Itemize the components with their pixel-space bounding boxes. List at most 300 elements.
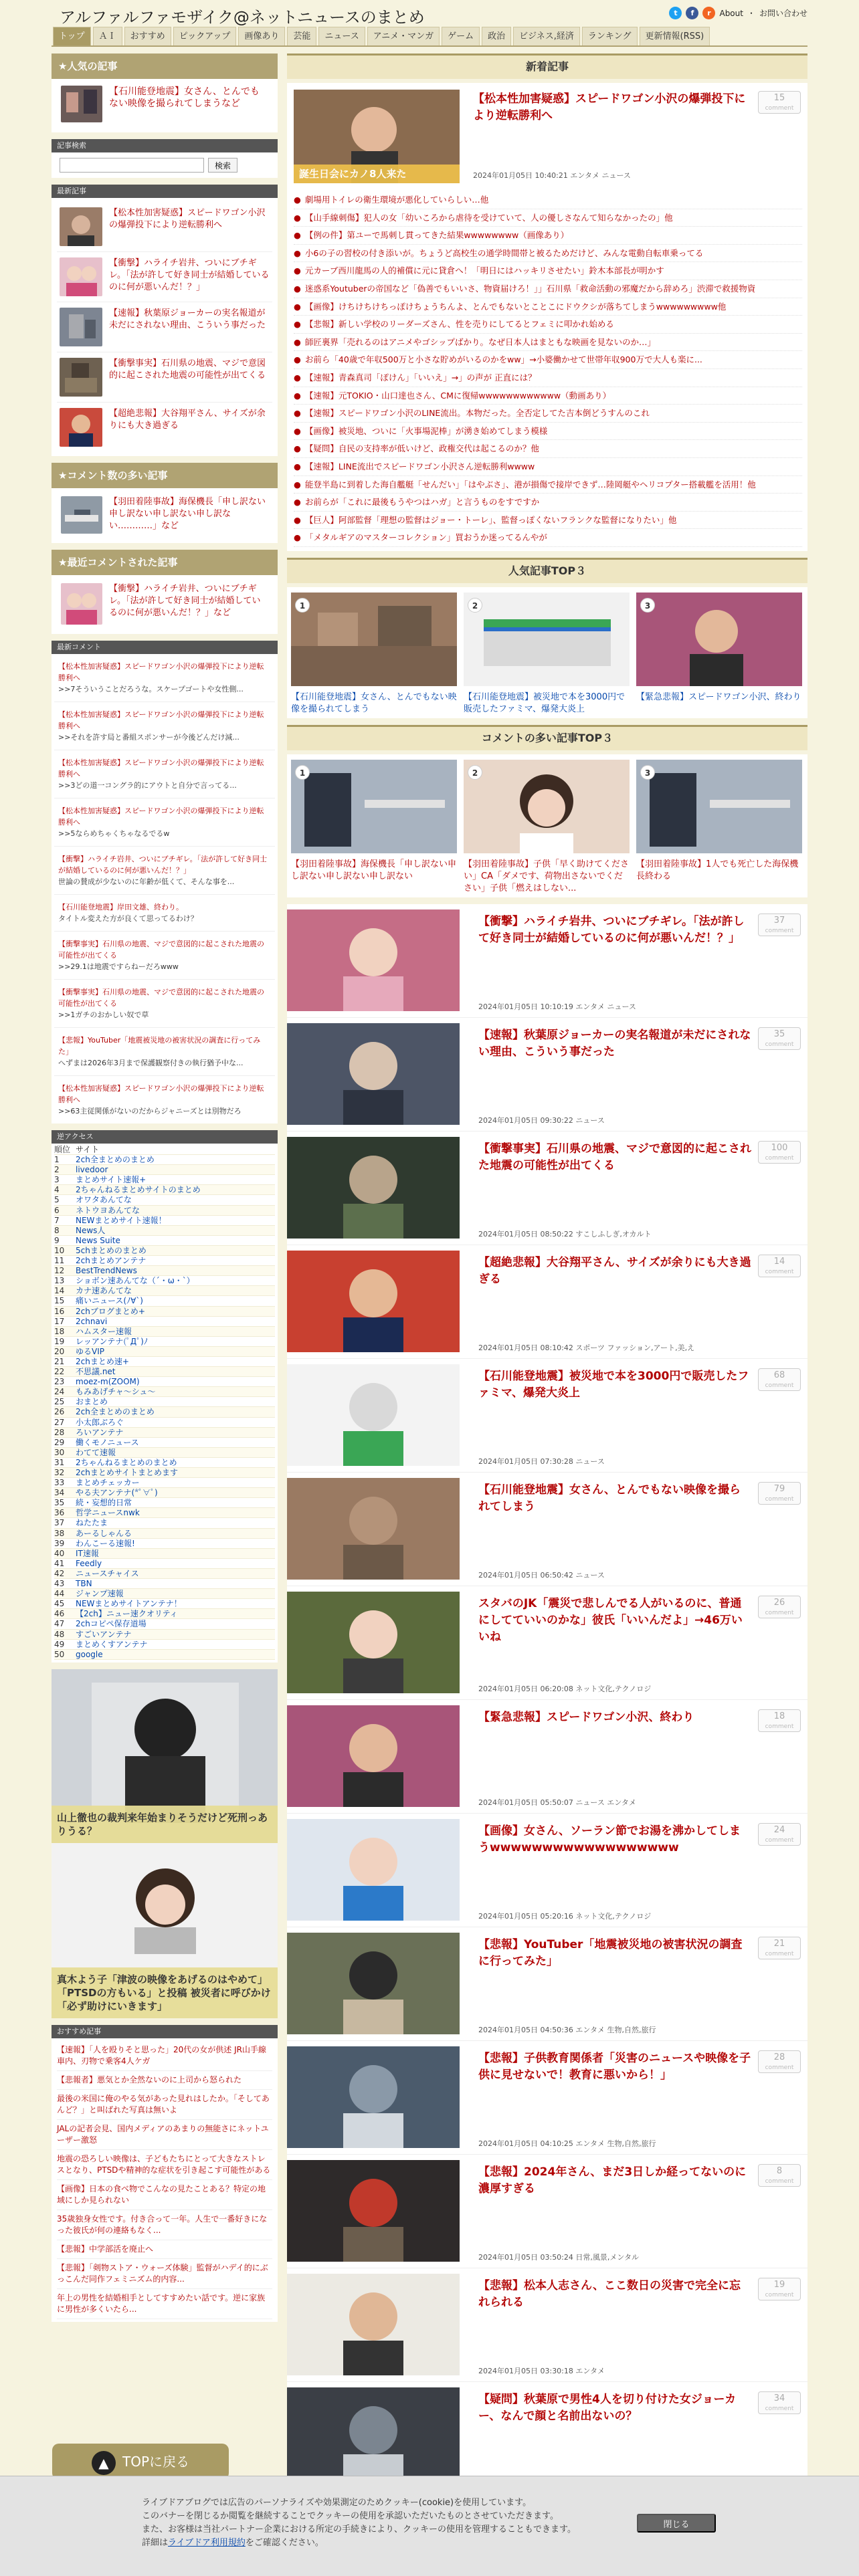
headline-item[interactable] (294, 369, 802, 387)
ranking-site-link[interactable]: やる夫アンテナ(*ﾟ∀ﾟ) (76, 1488, 158, 1498)
ranking-site-link[interactable]: ゆるVIP (76, 1346, 104, 1356)
comment-count-badge[interactable] (758, 2391, 801, 2414)
thumbnail[interactable] (60, 207, 102, 246)
headline-link[interactable]: お前ら「40歳で年収500万と小さな貯めがいるのかをww」→小婆働かせて世帯年収900万で大人も楽に... (304, 354, 702, 365)
article-category[interactable]: エンタメ (575, 2366, 605, 2375)
ranking-site-link[interactable]: 2chnavi (76, 1316, 108, 1326)
most-commented-item[interactable] (52, 488, 278, 543)
recommended-item[interactable]: 35歳独身女性です。付き合って一年。人生で一番好きになった彼氏が何の連絡もなく... (57, 2210, 272, 2240)
ranking-site-link[interactable]: 哲学ニュースnwk (76, 1508, 140, 1518)
nav-tab-ranking[interactable]: ランキング (582, 27, 638, 45)
ranking-site-link[interactable]: Feedly (76, 1558, 102, 1568)
ranking-site-link[interactable]: 小太郎ぶろぐ (76, 1417, 124, 1427)
nav-tab-politics[interactable]: 政治 (482, 27, 511, 45)
latest-item[interactable] (57, 202, 272, 252)
article-item[interactable] (287, 1927, 807, 2041)
ranking-site-link[interactable]: カナ速あんてな (76, 1286, 132, 1296)
recommended-item[interactable]: 最後の米国に俺のやる気があった見れはしたか。「そしてあんど？」と叫ばれた写真は無いよ (57, 2090, 272, 2120)
article-thumbnail[interactable] (287, 2387, 460, 2489)
popular-top3-title[interactable]: 【石川能登地震】女さん、とんでもない映像を撮られてしまう (291, 691, 457, 714)
latest-item[interactable] (57, 403, 272, 452)
popular-item[interactable] (52, 79, 278, 132)
ranking-site-link[interactable]: 2chまとめサイトまとめます (76, 1468, 178, 1477)
latest-item-title[interactable]: 【衝撃】ハライチ岩井、ついにブチギレ。「法が許して好き同士が結婚しているのに何が悪いんだ！？」 (109, 258, 270, 292)
search-button[interactable]: 検索 (208, 158, 237, 173)
ranking-row[interactable] (54, 1377, 275, 1387)
featured-category[interactable]: エンタメ ニュース (570, 171, 631, 180)
ranking-row[interactable] (54, 1286, 275, 1296)
ranking-row[interactable] (54, 1226, 275, 1236)
ranking-row[interactable] (54, 1650, 275, 1660)
headline-item[interactable] (294, 512, 802, 530)
ranking-row[interactable] (54, 1357, 275, 1367)
ranking-row[interactable] (54, 1569, 275, 1579)
comment-article-title[interactable]: 【衝撃事実】石川県の地震、マジで意図的に起こされた地震の可能性が出てくる (58, 940, 264, 960)
ranking-site-link[interactable]: わんこーる速報! (76, 1538, 135, 1548)
article-title[interactable]: 【悲報】松本人志さん、ここ数日の災害で完全に忘れられる (478, 2278, 741, 2309)
ranking-site-link[interactable]: 2chブログまとめ+ (76, 1306, 145, 1316)
comment-item[interactable] (54, 895, 275, 932)
ranking-row[interactable] (54, 1347, 275, 1357)
ranking-site-link[interactable]: ハムスター速報 (76, 1326, 132, 1336)
nav-tab-entertainment[interactable]: 芸能 (287, 27, 316, 45)
ranking-row[interactable] (54, 1397, 275, 1407)
comment-item[interactable] (54, 654, 275, 702)
article-item[interactable] (287, 1814, 807, 1927)
headline-item[interactable] (294, 245, 802, 263)
ranking-row[interactable] (54, 1256, 275, 1266)
ranking-site-link[interactable]: ショボン速あんてな（´・ω・`） (76, 1276, 195, 1286)
headline-item[interactable] (294, 209, 802, 227)
article-thumbnail[interactable] (287, 1137, 460, 1239)
ranking-site-link[interactable]: 2ちゃんねるまとめサイトのまとめ (76, 1185, 201, 1195)
twitter-icon[interactable]: t (669, 7, 682, 19)
nav-tab-recommended[interactable]: おすすめ (124, 27, 171, 45)
comment-item[interactable] (54, 980, 275, 1028)
latest-item-title[interactable]: 【衝撃事実】石川県の地震、マジで意図的に起こされた地震の可能性が出てくる (109, 358, 266, 381)
ranking-site-link[interactable]: 2ch全まとめのまとめ (76, 1155, 155, 1165)
headline-link[interactable]: 迷惑系Youtuberの帝国など「偽善でもいいさ、物資届けろ！」」石川県「救命活動の邪魔だから辞めろ」渋滞で救援物資 (304, 283, 756, 294)
latest-item-title[interactable]: 【超絶悲報】大谷翔平さん、サイズが余りにも大き過ぎる (109, 409, 266, 431)
headline-item[interactable] (294, 298, 802, 316)
thumbnail[interactable] (61, 583, 102, 625)
ranking-site-link[interactable]: 2chコピペ保存道場 (76, 1619, 147, 1629)
recommended-item[interactable]: 【悲報】「剣物ストア・ウォーズ体験」監督がハデイ的にぶっこんだ同作フェミニズム的内容... (57, 2259, 272, 2289)
ranking-site-link[interactable]: google (76, 1649, 103, 1659)
article-item[interactable] (287, 904, 807, 1018)
article-thumbnail[interactable] (287, 1251, 460, 1352)
nav-tab-news[interactable]: ニュース (318, 27, 365, 45)
ranking-site-link[interactable]: もみあげチャ～シュ～ (76, 1387, 156, 1397)
latest-item[interactable] (57, 352, 272, 403)
ranking-row[interactable] (54, 1468, 275, 1478)
comment-count-badge[interactable] (758, 914, 801, 936)
thumbnail[interactable] (636, 760, 802, 853)
comment-count-badge[interactable] (758, 1027, 801, 1050)
ranking-row[interactable] (54, 1296, 275, 1306)
ranking-row[interactable] (54, 1407, 275, 1417)
comment-count-badge[interactable] (758, 1596, 801, 1618)
commented-top3-title[interactable]: 【羽田着陸事故】1人でも死亡した海保機長終わる (636, 859, 799, 881)
headline-item[interactable] (294, 440, 802, 458)
article-item[interactable] (287, 1473, 807, 1586)
recommended-item[interactable]: 【速報】「人を殴りそと思った」20代の女が供述 JR山手線車内、刃物で乗客4人ケガ (57, 2041, 272, 2071)
article-thumbnail[interactable] (287, 1592, 460, 1693)
recommended-item[interactable]: 【画像】日本の食べ物でこんなの見たことある？特定の地域にしか見られない (57, 2180, 272, 2210)
comment-article-title[interactable]: 【衝撃事実】石川県の地震、マジで意図的に起こされた地震の可能性が出てくる (58, 988, 264, 1008)
comment-item[interactable] (54, 750, 275, 798)
ranking-row[interactable] (54, 1246, 275, 1256)
comment-count-badge[interactable] (758, 1255, 801, 1277)
popular-top3-title[interactable]: 【緊急悲報】スピードワゴン小沢、終わり (636, 691, 801, 702)
headline-item[interactable] (294, 316, 802, 334)
ranking-row[interactable] (54, 1448, 275, 1458)
headline-link[interactable]: 【例の件】第ユーで馬刺し貫ってきた結果wwwwwwww（画像あり） (304, 230, 569, 241)
facebook-icon[interactable]: f (686, 7, 698, 19)
latest-item-title[interactable]: 【松本性加害疑惑】スピードワゴン小沢の爆弾投下により逆転勝利へ (109, 208, 266, 230)
headline-link[interactable]: 「メタルギアのマスターコレクション」買おうか迷ってるんやが (304, 532, 547, 543)
article-title[interactable]: 【悲報】YouTuber「地震被災地の被害状況の調査に行ってみた」 (478, 1937, 743, 1968)
ranking-site-link[interactable]: livedoor (76, 1165, 108, 1175)
article-title[interactable]: 【疑問】秋葉原で男性4人を切り付けた女ジョーカー、なんで顔と名前出ないの？ (478, 2392, 737, 2423)
featured-article[interactable] (287, 83, 807, 187)
nav-tab-ai[interactable]: ＡＩ (93, 27, 122, 45)
article-title[interactable]: 【速報】秋葉原ジョーカーの実名報道が未だにされない理由、こういう事だった (478, 1028, 751, 1059)
comment-count-badge[interactable] (758, 2278, 801, 2300)
comment-article-title[interactable]: 【松本性加害疑惑】スピードワゴン小沢の爆弾投下により逆転勝利へ (58, 758, 264, 778)
comment-article-title[interactable]: 【衝撃】ハライチ岩井、ついにブチギレ。「法が許して好き同士が結婚しているのに何が悪いんだ！？」 (58, 855, 268, 875)
ranking-row[interactable] (54, 1206, 275, 1216)
terms-link[interactable]: ライブドア利用規約 (168, 2538, 246, 2548)
article-category[interactable]: スポーツ ファッション,アート,美,え (575, 1343, 695, 1352)
ranking-row[interactable] (54, 1185, 275, 1195)
ranking-site-link[interactable]: moez-m(ZOOM) (76, 1377, 140, 1387)
comment-article-title[interactable]: 【松本性加害疑惑】スピードワゴン小沢の爆弾投下により逆転勝利へ (58, 662, 264, 682)
comment-item[interactable] (54, 702, 275, 750)
article-thumbnail[interactable] (287, 2274, 460, 2375)
article-category[interactable]: ニュース (575, 1457, 605, 1466)
contact-link[interactable]: お問い合わせ (759, 9, 807, 18)
headline-link[interactable]: 【疑問】自民の支持率が低いけど、政権交代は起こるのか？他 (304, 443, 539, 454)
ranking-row[interactable] (54, 1640, 275, 1650)
ranking-row[interactable] (54, 1619, 275, 1629)
article-item[interactable] (287, 1245, 807, 1359)
latest-item-title[interactable]: 【速報】秋葉原ジョーカーの実名報道が未だにされない理由、こういう事だった (109, 308, 266, 330)
ranking-site-link[interactable]: ニュースチャイス (76, 1568, 139, 1578)
article-category[interactable]: エンタメ 生物,自然,旅行 (575, 2025, 656, 2034)
ranking-site-link[interactable]: あーるしゃんる (76, 1528, 132, 1538)
recommended-item[interactable]: 【悲報】中学部活を廃止へ (57, 2240, 272, 2259)
ranking-site-link[interactable]: おまとめ (76, 1397, 108, 1407)
ranking-row[interactable] (54, 1216, 275, 1226)
headline-link[interactable]: 【速報】元TOKIO・山口達也さん、CMに復帰wwwwwwwwwwww（動画あり） (304, 390, 611, 401)
ranking-site-link[interactable]: 【2ch】ニュー速クオリティ (76, 1609, 178, 1619)
ranking-site-link[interactable]: 2chまとめアンテナ (76, 1256, 147, 1266)
article-thumbnail[interactable] (287, 1933, 460, 2034)
thumbnail[interactable] (291, 593, 457, 686)
nav-tab-game[interactable]: ゲーム (442, 27, 480, 45)
popular-item-title[interactable]: 【石川能登地震】女さん、とんでもない映像を撮られてしまうなど (109, 86, 260, 109)
recommended-item[interactable]: 年上の男性を結婚相手としてすすめたい話です。逆に家族に男性が多くいたら... (57, 2289, 272, 2319)
article-category[interactable]: ニュース (575, 1570, 605, 1580)
article-thumbnail[interactable] (287, 2160, 460, 2262)
ranking-site-link[interactable]: まとめくすアンテナ (76, 1639, 148, 1649)
ranking-site-link[interactable]: TBN (76, 1579, 92, 1589)
article-title[interactable]: 【超絶悲報】大谷翔平さん、サイズが余りにも大き過ぎる (478, 1255, 751, 1286)
article-category[interactable]: エンタメ 生物,自然,旅行 (575, 2139, 656, 2148)
ranking-site-link[interactable]: 不思議.net (76, 1367, 116, 1377)
nav-tab-anime[interactable]: アニメ・マンガ (367, 27, 440, 45)
comment-count-badge[interactable] (758, 1823, 801, 1846)
article-title[interactable]: 【悲報】2024年さん、まだ3日しか経ってないのに濃厚すぎる (478, 2165, 747, 2195)
ranking-row[interactable] (54, 1609, 275, 1619)
article-title[interactable]: 【緊急悲報】スピードワゴン小沢、終わり (478, 1710, 694, 1724)
popular-top3-card[interactable] (464, 593, 630, 716)
comment-count-badge[interactable] (758, 91, 801, 114)
article-thumbnail[interactable] (287, 1819, 460, 1921)
comment-item[interactable] (54, 847, 275, 895)
article-thumbnail[interactable] (287, 1023, 460, 1125)
article-thumbnail[interactable] (287, 2046, 460, 2148)
article-item[interactable] (287, 1359, 807, 1473)
thumbnail[interactable] (464, 593, 630, 686)
commented-top3-card[interactable] (636, 760, 802, 895)
nav-tab-rss[interactable]: 更新情報(RSS) (640, 27, 710, 45)
recommended-item[interactable]: 地震の恐ろしい映像は、子どもたちにとって大きなストレスとなり、PTSDや精神的な症状を引き起こす可能性がある (57, 2150, 272, 2180)
comment-count-badge[interactable] (758, 1141, 801, 1164)
article-thumbnail[interactable] (287, 909, 460, 1011)
article-title[interactable]: 【衝撃事実】石川県の地震、マジで意図的に起こされた地震の可能性が出てくる (478, 1142, 751, 1172)
ranking-site-link[interactable]: 5chまとめのまとめ (76, 1245, 147, 1255)
article-title[interactable]: 【悲報】子供教育関係者「災害のニュースや映像を子供に見せないで！教育に悪いから！」 (478, 2051, 751, 2082)
article-category[interactable]: 日常,風景,メンタル (575, 2252, 639, 2262)
headline-link[interactable]: 元カーブ西川龍馬の人的補償に元に貸倉へ！「明日にはハッキリさせたい」鈴木本部長が明かす (304, 265, 664, 276)
article-title[interactable]: 【石川能登地震】被災地で本を3000円で販売したファミマ、爆発大炎上 (478, 1369, 749, 1400)
recommended-item[interactable]: 【悲報者】悪気とか全然ないのに上司から怒られた (57, 2071, 272, 2090)
comment-item[interactable] (54, 932, 275, 980)
ad-banner[interactable] (52, 1669, 278, 1843)
headline-item[interactable] (294, 191, 802, 209)
ranking-site-link[interactable]: レッアンテナ(ﾟДﾟ)ﾉ (76, 1336, 148, 1346)
article-title[interactable]: 【画像】女さん、ソーラン節でお湯を沸かしてしまうwwwwwwwwwwwwwwwwww (478, 1824, 741, 1854)
article-thumbnail[interactable] (287, 1705, 460, 1807)
article-item[interactable] (287, 1586, 807, 1700)
ranking-row[interactable] (54, 1630, 275, 1640)
rss-icon[interactable]: r (702, 7, 715, 19)
ranking-site-link[interactable]: まとめサイト速報+ (76, 1175, 147, 1185)
ranking-site-link[interactable]: 2chまとめ速+ (76, 1356, 129, 1366)
headline-link[interactable]: 師匠裏界「売れるのはアニメやゴシップばかり。なぜ日本人はまともな映画を見ないのか…」 (304, 336, 656, 347)
back-to-top-button[interactable] (52, 2444, 229, 2480)
comment-article-title[interactable]: 【松本性加害疑惑】スピードワゴン小沢の爆弾投下により逆転勝利へ (58, 807, 264, 827)
article-title[interactable]: スタバのJK「震災で悲しんでる人がいるのに、普通にしてていいのかな」彼氏「いいんだよ」→46万いいね (478, 1596, 743, 1644)
ranking-row[interactable] (54, 1175, 275, 1185)
headline-item[interactable] (294, 334, 802, 352)
headline-item[interactable] (294, 494, 802, 512)
ranking-site-link[interactable]: ろいアンテナ (76, 1427, 124, 1437)
ranking-row[interactable] (54, 1387, 275, 1397)
ranking-site-link[interactable]: わてて速報 (76, 1447, 116, 1457)
article-thumbnail[interactable] (287, 1364, 460, 1466)
ad-banner[interactable] (52, 1843, 278, 2018)
ranking-row[interactable] (54, 1508, 275, 1518)
ranking-row[interactable] (54, 1236, 275, 1246)
ranking-row[interactable] (54, 1529, 275, 1539)
thumbnail[interactable] (464, 760, 630, 853)
article-category[interactable]: ニュース (575, 1115, 605, 1125)
comment-item[interactable] (54, 1076, 275, 1123)
comment-article-title[interactable]: 【松本性加害疑惑】スピードワゴン小沢の爆弾投下により逆転勝利へ (58, 710, 264, 730)
ranking-row[interactable] (54, 1498, 275, 1508)
ranking-row[interactable] (54, 1367, 275, 1377)
ranking-row[interactable] (54, 1428, 275, 1438)
commented-top3-card[interactable] (464, 760, 630, 895)
comment-count-badge[interactable] (758, 1482, 801, 1505)
ranking-row[interactable] (54, 1549, 275, 1559)
article-category[interactable]: ニュース エンタメ (575, 1798, 636, 1807)
comment-article-title[interactable]: 【悲報】YouTuber「地震被災地の被害状況の調査に行ってみた」 (58, 1036, 261, 1056)
nav-tab-pickup[interactable]: ピックアップ (173, 27, 237, 45)
ranking-site-link[interactable]: ネトウヨあんてな (76, 1205, 140, 1215)
ranking-site-link[interactable]: 働くモノニュース (76, 1437, 139, 1447)
headline-link[interactable]: 【山手線刺傷】犯人の女「幼いころから虐待を受けていて、人の優しさなんて知らなかったの」他 (304, 212, 673, 223)
recent-comment-article-title[interactable]: 【衝撃】ハライチ岩井、ついにブチギレ。「法が許して好き同士が結婚しているのに何が悪いんだ！？」など (109, 584, 261, 618)
thumbnail[interactable] (60, 358, 102, 397)
ranking-row[interactable] (54, 1276, 275, 1286)
ranking-site-link[interactable]: 続・妄想的日常 (76, 1498, 132, 1508)
commented-top3-card[interactable] (291, 760, 457, 895)
headline-item[interactable] (294, 387, 802, 405)
featured-title[interactable]: 【松本性加害疑惑】スピードワゴン小沢の爆弾投下により逆転勝利へ (473, 92, 746, 122)
ranking-site-link[interactable]: まとめチェッカー (76, 1478, 140, 1488)
comment-count-badge[interactable] (758, 1368, 801, 1391)
thumbnail[interactable] (61, 496, 102, 534)
headline-item[interactable] (294, 280, 802, 298)
article-title[interactable]: 【石川能登地震】女さん、とんでもない映像を撮られてしまう (478, 1483, 741, 1513)
ranking-row[interactable] (54, 1317, 275, 1327)
ranking-site-link[interactable]: NEWまとめサイトアンテナ！ (76, 1599, 182, 1609)
comment-count-badge[interactable] (758, 2050, 801, 2073)
headline-item[interactable] (294, 458, 802, 476)
headline-link[interactable]: 小6の子の習校の付き添いが。ちょうど高校生の通学時間帯と被るためだけど、みんな電動自転車乗ってる (304, 247, 704, 258)
ranking-row[interactable] (54, 1165, 275, 1175)
thumbnail[interactable] (60, 308, 102, 346)
article-category[interactable]: すこしふしぎ,オカルト (575, 1229, 652, 1239)
thumbnail[interactable] (291, 760, 457, 853)
ranking-row[interactable] (54, 1488, 275, 1498)
ranking-site-link[interactable]: IT速報 (76, 1548, 99, 1558)
ranking-row[interactable] (54, 1195, 275, 1205)
ranking-row[interactable] (54, 1307, 275, 1317)
ranking-site-link[interactable]: News Suite (76, 1235, 120, 1245)
headline-link[interactable]: 【悲報】新しい学校のリーダーズさん、性を売りにしてるとフェミに叩かれ始める (304, 319, 614, 330)
thumbnail[interactable] (60, 257, 102, 296)
ranking-site-link[interactable]: NEWまとめサイト速報！ (76, 1215, 167, 1225)
headline-link[interactable]: 【画像】けちけちけちっぽけちょうちんよ、とんでもないとことこにドウクシが落ちてしまうwwwwwwwww他 (304, 301, 727, 312)
nav-tab-business[interactable]: ビジネス,経済 (513, 27, 580, 45)
ranking-site-link[interactable]: すごいアンテナ (76, 1629, 132, 1639)
article-category[interactable]: エンタメ ニュース (575, 1002, 636, 1011)
cookie-close-button[interactable]: 閉じる (637, 2514, 716, 2533)
ranking-row[interactable] (54, 1518, 275, 1528)
ranking-row[interactable] (54, 1579, 275, 1589)
headline-link[interactable]: 【速報】LINE流出でスピードワゴン小沢さん逆転勝利wwww (304, 461, 535, 471)
ranking-row[interactable] (54, 1155, 275, 1165)
ranking-site-link[interactable]: 2ch全まとめのまとめ (76, 1407, 155, 1417)
headline-item[interactable] (294, 227, 802, 245)
headline-link[interactable]: 【速報】スピードワゴン小沢のLINE流出。本物だった。全否定してた吉本倒どうすんのこれ (304, 408, 650, 419)
ranking-row[interactable] (54, 1539, 275, 1549)
popular-top3-card[interactable] (291, 593, 457, 716)
ranking-row[interactable] (54, 1327, 275, 1337)
recommended-item[interactable]: JALの記者会見、国内メディアのあまりの無能さにネットユーザー激怒 (57, 2120, 272, 2150)
ranking-site-link[interactable]: ねたたま (76, 1518, 108, 1528)
ranking-row[interactable] (54, 1599, 275, 1609)
headline-item[interactable] (294, 262, 802, 280)
most-commented-title[interactable]: 【羽田着陸事故】海保機長「申し訳ない申し訳ない申し訳ない申し訳ない…………」など (109, 497, 266, 531)
ranking-row[interactable] (54, 1589, 275, 1599)
about-link[interactable]: About (719, 8, 743, 18)
headline-item[interactable] (294, 423, 802, 441)
nav-tab-images[interactable]: 画像あり (238, 27, 285, 45)
comment-item[interactable] (54, 798, 275, 847)
article-thumbnail[interactable] (287, 1478, 460, 1580)
article-item[interactable] (287, 1018, 807, 1132)
headline-link[interactable]: 【画像】被災地、ついに「火事場泥棒」が湧き始めてしまう模様 (304, 425, 548, 436)
ad-caption[interactable]: 真木よう子「津波の映像をあげるのはやめて」「PTSDの方もいる」と投稿 被災者に呼びかけ「必ず助けにいきます」 (52, 1967, 278, 2018)
article-item[interactable] (287, 2268, 807, 2382)
commented-top3-title[interactable]: 【羽田着陸事故】海保機長「申し訳ない申し訳ない申し訳ない申し訳ない (291, 859, 457, 881)
headline-link[interactable]: 能登半島に到着した海自艦艇「せんだい」「はやぶさ」、港が損傷で接岸できず…陸岡艇やヘリコプター搭載艦を活用！他 (304, 479, 756, 490)
ranking-row[interactable] (54, 1458, 275, 1468)
headline-item[interactable] (294, 476, 802, 494)
thumbnail[interactable] (60, 408, 102, 447)
headline-item[interactable] (294, 405, 802, 423)
headline-link[interactable]: 劇場用トイレの衛生環境が悪化していらしい…他 (304, 195, 489, 205)
headline-link[interactable]: お前らが「これに最後もうやつはハガ」と言うものをすですか (304, 497, 540, 508)
ranking-row[interactable] (54, 1478, 275, 1488)
article-category[interactable]: ネット文化,テクノロジ (575, 1911, 652, 1921)
popular-thumbnail[interactable] (61, 86, 102, 122)
headline-item[interactable] (294, 351, 802, 369)
popular-top3-card[interactable] (636, 593, 802, 716)
comment-count-badge[interactable] (758, 1937, 801, 1959)
ranking-site-link[interactable]: 2ちゃんねるまとめのまとめ (76, 1457, 177, 1467)
commented-top3-title[interactable]: 【羽田着陸事故】子供「早く助けてください」CA「ダメです、荷物出さないでください」子供「燃えはしない... (464, 859, 630, 893)
ranking-site-link[interactable]: News人 (76, 1225, 106, 1235)
nav-tab-top[interactable]: トップ (53, 27, 91, 45)
search-input[interactable] (60, 158, 204, 173)
ranking-row[interactable] (54, 1337, 275, 1347)
thumbnail[interactable] (636, 593, 802, 686)
headline-link[interactable]: 【巨人】阿部監督「理想の監督はジョー・トーレ」、監督っぽくないフランクな監督になりたい」他 (304, 514, 677, 525)
ranking-row[interactable] (54, 1438, 275, 1448)
featured-thumbnail[interactable] (294, 90, 460, 183)
article-category[interactable]: ネット文化,テクノロジ (575, 1684, 652, 1693)
comment-item[interactable] (54, 1028, 275, 1076)
comment-article-title[interactable]: 【石川能登地震】岸田文雄、終わり。 (58, 903, 183, 911)
article-item[interactable] (287, 2041, 807, 2155)
ranking-row[interactable] (54, 1559, 275, 1569)
comment-count-badge[interactable] (758, 2164, 801, 2187)
ranking-site-link[interactable]: ジャンプ速報 (76, 1589, 124, 1599)
recent-comment-article-item[interactable] (52, 575, 278, 634)
ranking-site-link[interactable]: オワタあんてな (76, 1195, 132, 1205)
headline-link[interactable]: 【速報】青森真司「ぽけん」「いいえ」→」の声が 正直には？ (304, 372, 537, 383)
latest-item[interactable] (57, 302, 272, 352)
headline-item[interactable] (294, 529, 802, 547)
ranking-row[interactable] (54, 1266, 275, 1276)
